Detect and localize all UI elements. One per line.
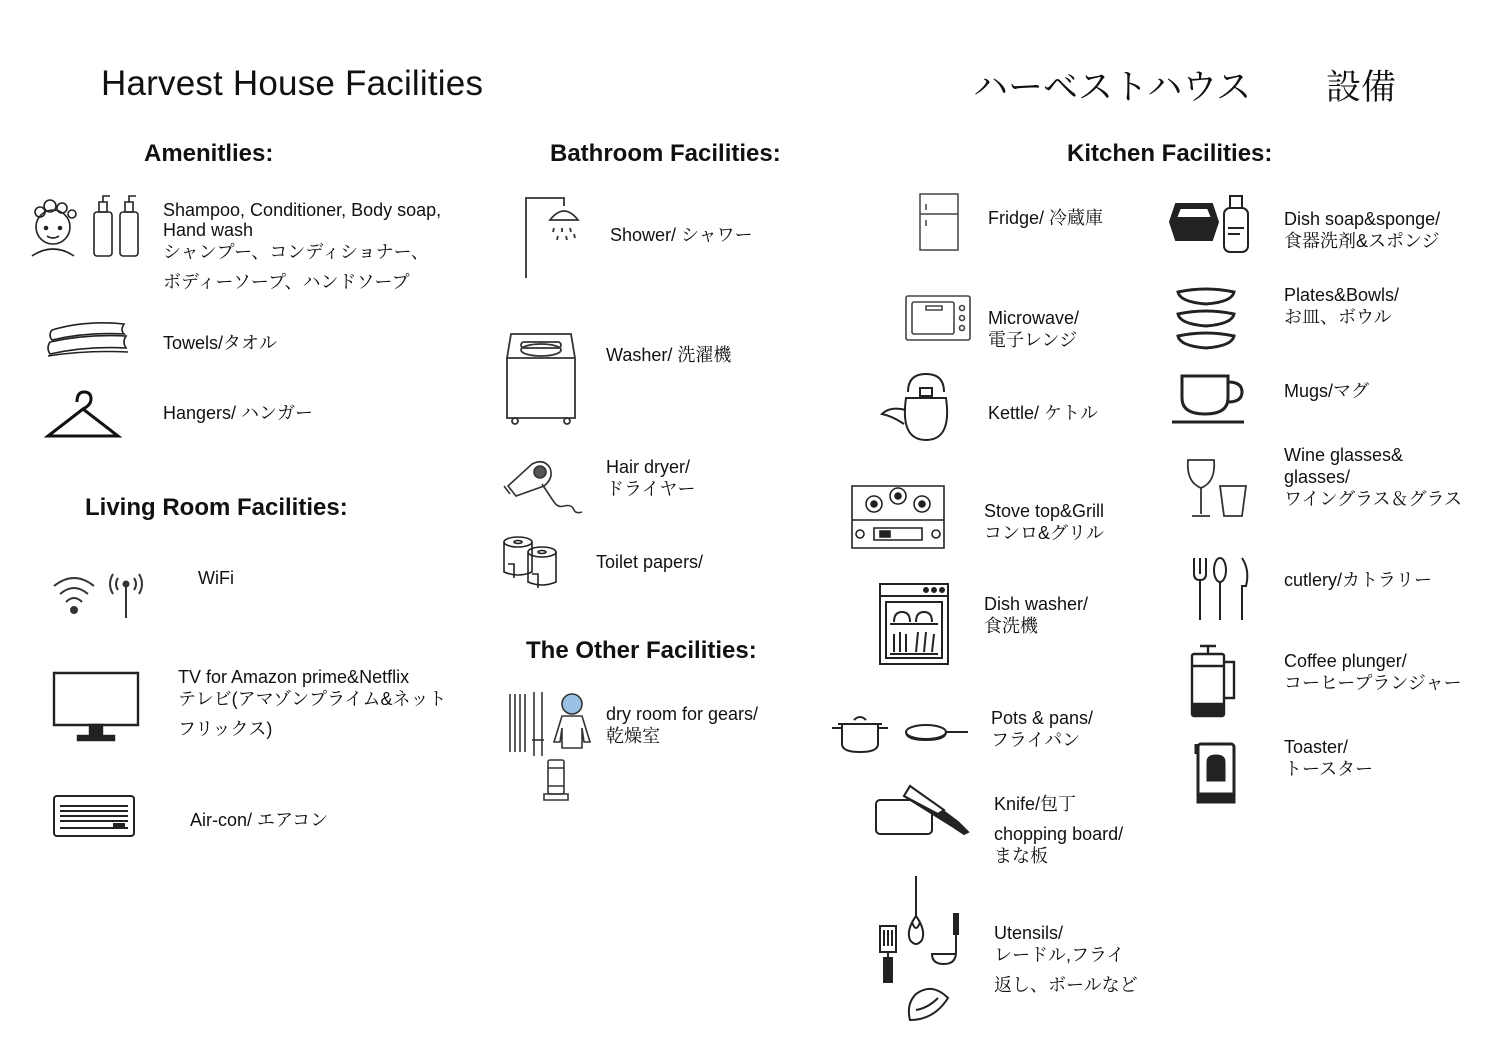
mug-icon <box>1170 372 1246 426</box>
kitchen-label-stove: Stove top&Grill コンロ&グリル <box>984 501 1105 543</box>
knife-board-icon <box>874 782 972 838</box>
ski-gear-icon <box>504 690 596 806</box>
amenity-label-towels: Towels/タオル <box>163 333 278 353</box>
bathroom-label-washer: Washer/ 洗濯機 <box>606 345 732 365</box>
towels-icon <box>46 320 130 364</box>
bathroom-label-shower: Shower/ シャワー <box>610 225 753 245</box>
coffee-plunger-icon <box>1186 644 1246 720</box>
air-conditioner-icon <box>52 794 136 838</box>
kitchen-label-wineglass: Wine glasses& glasses/ ワイングラス＆グラス <box>1284 445 1463 509</box>
kitchen-label-toaster: Toaster/ トースター <box>1284 737 1374 779</box>
kitchen-label-pots: Pots & pans/ フライパン <box>991 708 1094 750</box>
cutlery-icon <box>1190 556 1252 624</box>
amenities-heading: Amenitlies: <box>144 140 274 167</box>
plates-bowls-icon <box>1174 284 1238 354</box>
kitchen-label-fridge: Fridge/ 冷蔵庫 <box>988 208 1104 228</box>
bathroom-label-hairdryer: Hair dryer/ ドライヤー <box>606 457 696 499</box>
amenity-label-hangers: Hangers/ ハンガー <box>163 403 314 423</box>
shower-icon <box>520 192 586 280</box>
bathroom-heading: Bathroom Facilities: <box>550 140 781 167</box>
kitchen-label-kettle: Kettle/ ケトル <box>988 403 1099 423</box>
bathroom-label-toiletpaper: Toilet papers/ <box>596 552 704 572</box>
kitchen-label-microwave: Microwave/ 電子レンジ <box>988 308 1080 350</box>
kitchen-label-cutlery: cutlery/カトラリー <box>1284 570 1433 590</box>
hair-dryer-icon <box>502 456 584 516</box>
utensils-icon <box>872 874 966 1026</box>
washer-icon <box>505 328 577 426</box>
stove-icon <box>848 484 948 550</box>
living-label-aircon: Air-con/ エアコン <box>190 810 329 830</box>
fridge-icon <box>918 192 960 252</box>
wifi-icon <box>50 572 150 620</box>
page-title: Harvest House Facilities <box>101 64 484 103</box>
hanger-icon <box>44 388 122 444</box>
kitchen-label-plates: Plates&Bowls/ お皿、ボウル <box>1284 285 1400 327</box>
other-label-dryroom: dry room for gears/ 乾燥室 <box>606 704 759 746</box>
kitchen-label-dishsoap: Dish soap&sponge/ 食器洗剤&スポンジ <box>1284 209 1441 251</box>
toilet-paper-icon <box>500 534 562 590</box>
shampoo-bottles-icon <box>28 194 143 258</box>
kitchen-label-dishwasher: Dish washer/ 食洗機 <box>984 594 1089 636</box>
living-heading: Living Room Facilities: <box>85 494 348 521</box>
amenity-label-shampoo: Shampoo, Conditioner, Body soap, Hand wash シャンプー、コンディショナー、 ボディーソープ、ハンドソープ <box>163 200 442 292</box>
kitchen-heading: Kitchen Facilities: <box>1067 140 1273 167</box>
wine-glass-icon <box>1184 456 1252 520</box>
page-title-jp-facilities: 設備 <box>1326 68 1397 108</box>
toaster-icon <box>1194 740 1238 806</box>
kitchen-label-utensils: Utensils/ レードル,フライ 返し、ボールなど <box>994 923 1138 995</box>
kitchen-label-mugs: Mugs/マグ <box>1284 381 1370 401</box>
dish-soap-icon <box>1168 192 1252 254</box>
dishwasher-icon <box>878 582 950 666</box>
kettle-icon <box>880 370 962 444</box>
living-label-tv: TV for Amazon prime&Netflix テレビ(アマゾンプライム&ネット フリックス) <box>178 667 447 739</box>
other-heading: The Other Facilities: <box>526 637 757 664</box>
kitchen-label-plunger: Coffee plunger/ コーヒープランジャー <box>1284 651 1462 693</box>
living-label-wifi: WiFi <box>198 568 234 588</box>
page-title-jp: ハーベストハウス <box>973 68 1252 108</box>
kitchen-label-knife: Knife/包丁 chopping board/ まな板 <box>994 794 1124 866</box>
pots-pans-icon <box>830 710 970 754</box>
microwave-icon <box>904 294 972 342</box>
tv-icon <box>52 670 140 742</box>
